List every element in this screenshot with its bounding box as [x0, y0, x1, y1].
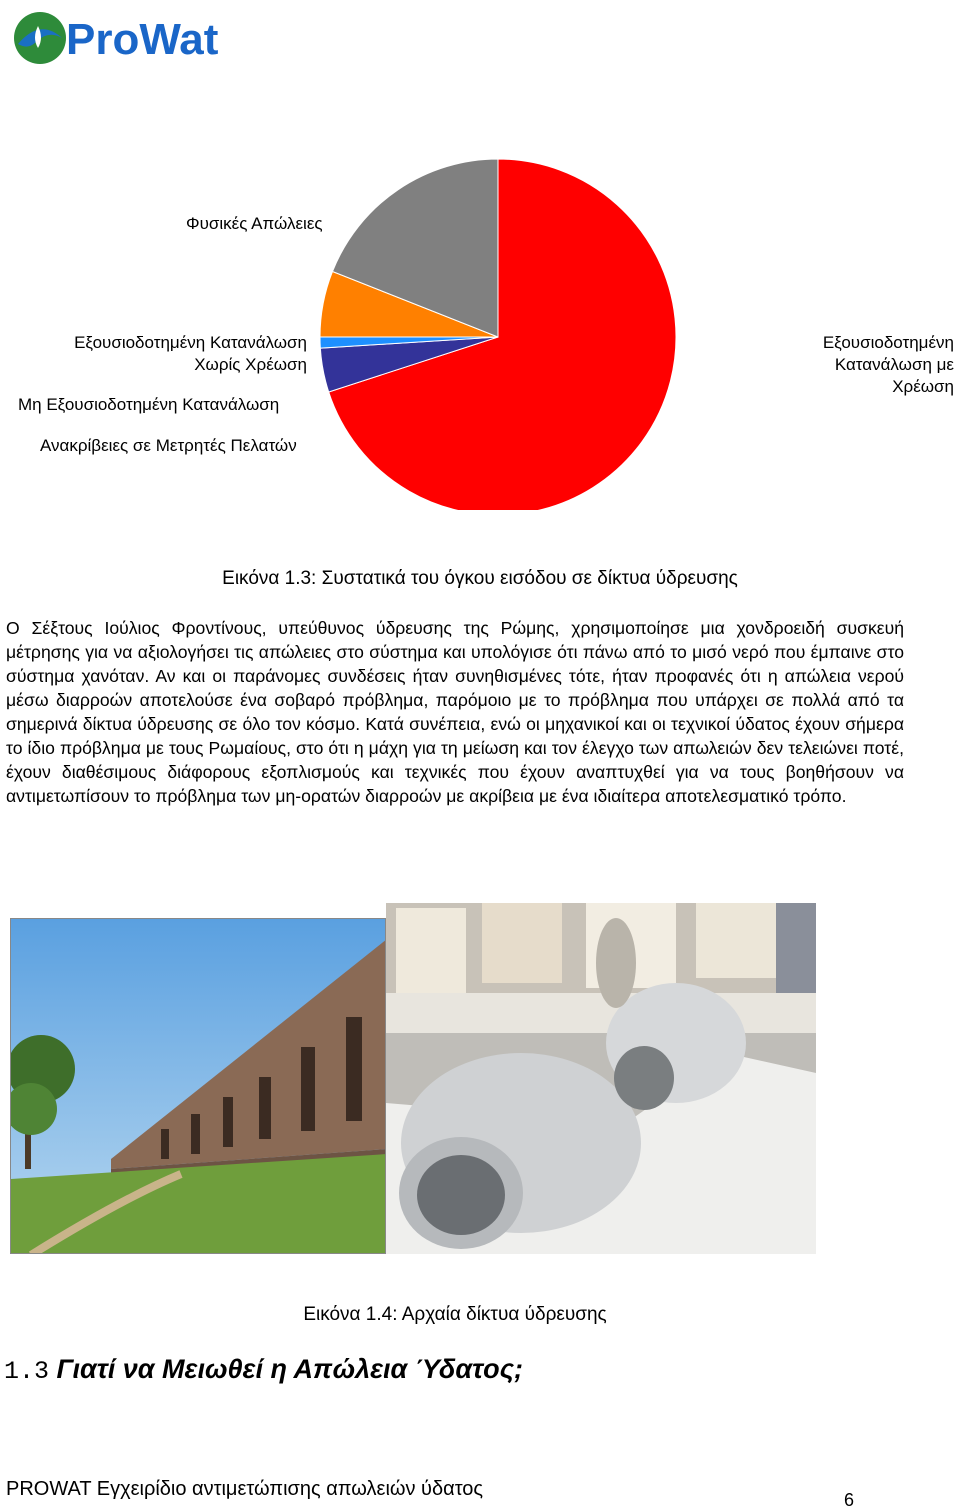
footer-text: PROWAT Εγχειρίδιο αντιμετώπισης απωλειών ύδατος [6, 1478, 484, 1500]
ancient-pipes-photo [386, 903, 816, 1254]
pie-slices [320, 159, 676, 510]
legend-billed-line1: Εξουσιοδοτημένη [822, 333, 954, 352]
aqueduct-photo [10, 918, 386, 1254]
legend-billed-line3: Χρέωση [892, 377, 954, 396]
body-paragraph: Ο Σέξτους Ιούλιος Φροντίνους, υπεύθυνος ύδρευσης της Ρώμης, χρησιμοποίησε μια χονδροειδή συσκευή μέτρησης για να αξιολογήσει τις απώλειες στο σύστημα και υπολόγισε ότι πάνω από το μισό νερό που έμπαινε στο σύστημα χανόταν. Αν και οι παράνομες συνδέσεις ήταν συνηθισμένες τότε, ήταν προφανές ότι η απώλεια νερού μέσω διαρροών αποτελούσε ένα σοβαρό πρόβλημα, παρόμοιο με το πρόβλημα που υπάρχει σε πολλά από τα σημερινά δίκτυα ύδρευσης σε όλο τον κόσμο. Κατά συνέπεια, ενώ οι μηχανικοί και οι τεχνικοί ύδατος έχουν σήμερα το ίδιο πρόβλημα με τους Ρωμαίους, στο ότι η μάχη για τη μείωση και τον έλεγχο των απωλειών δεν τελειώνει ποτέ, έχουν διαθέσιμους διάφορους εξοπλισμούς και τεχνικές που έχουν αναπτυχθεί για να τους βοηθήσουν να αντιμετωπίσουν το πρόβλημα των μη-ορατών διαρροών με ακρίβεια με ένα ιδιαίτερα αποτελεσματικό τρόπο. [6, 618, 904, 806]
legend-unauthorized: Μη Εξουσιοδοτημένη Κατανάλωση [18, 395, 280, 414]
section-number: 1.3 [4, 1357, 50, 1386]
legend-meter-inaccuracies: Ανακρίβειες σε Μετρητές Πελατών [40, 436, 297, 455]
logo-text: ProWat [66, 15, 218, 64]
figure-caption-1-3: Εικόνα 1.3: Συστατικά του όγκου εισόδου σε δίκτυα ύδρευσης [222, 568, 738, 589]
section-title: Γιατί να Μειωθεί η Απώλεια Ύδατος; [56, 1354, 524, 1384]
legend-physical-losses: Φυσικές Απώλειες [186, 214, 323, 233]
figure-caption-1-4: Εικόνα 1.4: Αρχαία δίκτυα ύδρευσης [303, 1304, 607, 1325]
page-number: 6 [844, 1490, 855, 1510]
legend-billed-line2: Κατανάλωση με [834, 355, 954, 374]
pie-chart [0, 140, 960, 510]
legend-unbilled-line2: Χωρίς Χρέωση [194, 355, 307, 374]
prowat-logo [8, 8, 218, 68]
legend-unbilled-line1: Εξουσιοδοτημένη Κατανάλωση [74, 333, 307, 352]
section-heading [4, 1354, 523, 1386]
